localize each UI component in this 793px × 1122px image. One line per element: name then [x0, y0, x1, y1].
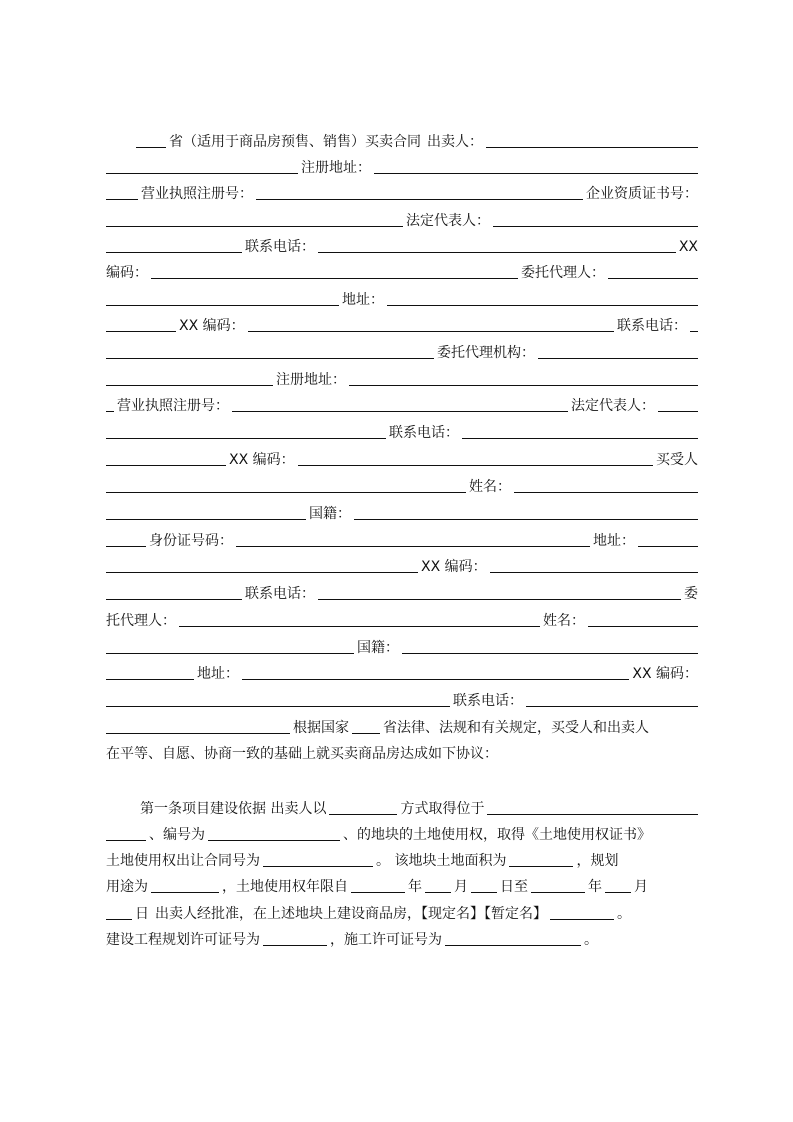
agency-legal-rep-blank-cont — [106, 438, 386, 439]
seller-postcode-agent-line — [106, 259, 698, 285]
contract-title: 省（适用于商品房预售、销售）买卖合同 — [169, 134, 421, 150]
seller-agent-blank-cont — [106, 305, 339, 306]
province-blank — [136, 147, 166, 148]
article1-planning-permit: 建设工程规划许可证号为 — [106, 932, 260, 948]
article1-year-1: 年 — [408, 879, 422, 895]
land-number-blank — [208, 840, 340, 841]
buyer-agent-name-blank-cont — [106, 653, 354, 654]
seller-registered-address-blank — [374, 173, 698, 174]
seller-agent-address-blank — [387, 305, 698, 306]
seller-phone-blank — [318, 252, 676, 253]
acquisition-way-blank — [329, 814, 397, 815]
agency-registered-address-blank — [349, 385, 698, 386]
agency-license-blank — [232, 411, 568, 412]
buyer-postcode-blank-cont — [106, 599, 242, 600]
seller-agent-label: 委托代理人： — [521, 265, 605, 281]
article1-contract-no: 土地使用权出让合同号为 — [106, 853, 260, 869]
article1-line-5 — [106, 900, 698, 926]
seller-agent-phone-label: 联系电话： — [617, 318, 687, 334]
construction-permit-blank — [445, 945, 581, 946]
land-location-blank-cont — [106, 840, 146, 841]
buyer-agent-label-b: 托代理人： — [106, 613, 176, 629]
seller-label: 出卖人： — [427, 134, 483, 150]
seller-registered-address-label: 注册地址： — [301, 160, 371, 176]
seller-registered-address-line — [106, 154, 698, 180]
article1-land-right: 、的地块的土地使用权，取得《土地使用权证书》 — [343, 827, 651, 843]
article1-line-2 — [106, 821, 698, 847]
seller-name-blank — [486, 147, 698, 148]
buyer-nationality-blank — [354, 519, 698, 520]
preamble-part1: 根据国家 — [293, 720, 349, 736]
buyer-phone-line — [106, 580, 698, 606]
buyer-nationality-line — [106, 500, 698, 526]
buyer-name-label: 姓名： — [469, 479, 511, 495]
agency-license-label: 营业执照注册号： — [117, 398, 229, 414]
end-year-blank — [531, 892, 585, 893]
buyer-postcode-blank — [490, 572, 698, 573]
buyer-agent-postcode-label: XX 编码： — [632, 666, 698, 682]
preamble-part2: 省法律、法规和有关规定，买受人和出卖人 — [383, 720, 649, 736]
seller-license-blank — [256, 199, 583, 200]
article1-year-2: 年 — [588, 879, 602, 895]
planning-permit-blank — [263, 945, 327, 946]
seller-agent-phone-blank — [690, 331, 698, 332]
end-month-blank — [605, 892, 631, 893]
start-month-blank — [425, 892, 451, 893]
buyer-postcode-line — [106, 553, 698, 579]
agency-phone-blank — [462, 438, 698, 439]
buyer-agent-phone-blank-cont — [106, 733, 290, 734]
usage-blank — [151, 892, 219, 893]
buyer-agent-line — [106, 607, 698, 633]
agency-license-line — [106, 392, 698, 418]
buyer-agent-blank — [179, 626, 540, 627]
article1-way: 方式取得位于 — [400, 801, 485, 817]
seller-agent-blank — [608, 278, 698, 279]
buyer-name-line — [106, 473, 698, 499]
article1-plan: ，规划 — [576, 853, 619, 869]
start-year-blank — [351, 892, 405, 893]
buyer-address-label: 地址： — [593, 533, 635, 549]
seller-agent-postcode-label: XX 编码： — [179, 318, 245, 334]
article1-approved: 出卖人经批准，在上述地块上建设商品房，【现定名】【暂定名】 — [155, 906, 547, 922]
article1-usage: 用途为 — [106, 879, 148, 895]
agency-phone-line — [106, 419, 698, 445]
seller-postcode-xx: XX — [678, 239, 698, 255]
agency-address-blank-cont — [106, 411, 114, 412]
seller-license-line — [106, 180, 698, 206]
buyer-nationality-label: 国籍： — [309, 506, 351, 522]
project-name-blank — [550, 919, 614, 920]
preamble-province-blank — [352, 733, 380, 734]
agency-registered-address-label: 注册地址： — [276, 372, 346, 388]
seller-qualification-blank — [106, 226, 403, 227]
buyer-name-blank-cont — [106, 519, 306, 520]
buyer-postcode-label: XX 编码： — [421, 559, 487, 575]
seller-agency-blank-cont — [106, 385, 273, 386]
preamble-line-1 — [106, 714, 698, 740]
buyer-agent-label-a: 委 — [684, 586, 698, 602]
seller-agent-phone-blank-cont — [106, 358, 434, 359]
buyer-phone-label: 联系电话： — [245, 586, 315, 602]
buyer-agent-address-label: 地址： — [197, 666, 239, 682]
buyer-agent-name-label: 姓名： — [543, 613, 585, 629]
seller-qualification-label: 企业资质证书号： — [586, 186, 698, 202]
contract-no-blank — [263, 866, 373, 867]
article1-construction-permit: ，施工许可证号为 — [330, 932, 442, 948]
seller-agent-address-line — [106, 286, 698, 312]
agency-legal-rep-blank — [658, 411, 698, 412]
buyer-agent-name-blank — [588, 626, 698, 627]
buyer-agent-phone-line — [106, 687, 698, 713]
article1-line-6 — [106, 926, 698, 952]
buyer-label: 买受人 — [656, 452, 698, 468]
preamble-line2: 在平等、自愿、协商一致的基础上就买卖商品房达成如下协议： — [106, 746, 498, 762]
buyer-agent-nationality-blank-cont — [106, 679, 194, 680]
buyer-blank — [106, 492, 466, 493]
seller-agency-label: 委托代理机构： — [437, 345, 535, 361]
buyer-agent-phone-blank — [526, 706, 698, 707]
article1-day: 日 — [135, 906, 149, 922]
buyer-name-blank — [514, 492, 698, 493]
agency-postcode-line — [106, 446, 698, 472]
article1-number-is: 、编号为 — [149, 827, 205, 843]
seller-agent-postcode-line — [106, 312, 698, 338]
article1-line-3 — [106, 847, 698, 873]
buyer-agent-address-blank — [242, 679, 629, 680]
seller-postcode-label: 编码： — [106, 265, 148, 281]
buyer-agent-nationality-label: 国籍： — [357, 640, 399, 656]
buyer-nationality-blank-cont — [106, 546, 146, 547]
buyer-address-blank — [638, 546, 698, 547]
article1-heading: 第一条项目建设依据 出卖人以 — [140, 801, 327, 817]
buyer-agent-phone-label: 联系电话： — [453, 693, 523, 709]
agency-phone-blank-cont — [106, 465, 226, 466]
buyer-address-blank-cont — [106, 572, 418, 573]
buyer-agent-nationality-blank — [402, 653, 698, 654]
land-location-blank — [487, 814, 698, 815]
seller-legal-rep-line — [106, 207, 698, 233]
article1-month-2: 月 — [634, 879, 648, 895]
article1-day-to: 日至 — [500, 879, 528, 895]
article1-period: 。 — [617, 906, 631, 922]
seller-name-blank-cont — [106, 173, 298, 174]
seller-agent-postcode-blank — [248, 331, 614, 332]
buyer-agent-postcode-blank — [106, 706, 450, 707]
article1-period-2: 。 — [584, 932, 598, 948]
buyer-phone-blank — [318, 599, 681, 600]
article1-line-1 — [106, 795, 698, 821]
agency-postcode-label: XX 编码： — [229, 452, 295, 468]
start-day-blank — [471, 892, 497, 893]
agency-postcode-blank — [298, 465, 653, 466]
buyer-agent-nationality-line — [106, 634, 698, 660]
seller-phone-label: 联系电话： — [245, 239, 315, 255]
seller-legal-rep-label: 法定代表人： — [406, 213, 490, 229]
preamble-line-2 — [106, 740, 698, 766]
seller-address-blank-cont — [106, 199, 138, 200]
buyer-agent-address-line — [106, 660, 698, 686]
article1-line-4 — [106, 873, 698, 899]
buyer-id-line — [106, 527, 698, 553]
land-area-blank — [509, 866, 573, 867]
buyer-id-label: 身份证号码： — [149, 533, 233, 549]
agency-registered-address-line — [106, 366, 698, 392]
seller-postcode-blank — [151, 278, 518, 279]
seller-agency-blank — [538, 358, 698, 359]
seller-legal-rep-blank-cont — [106, 252, 242, 253]
end-day-blank — [106, 919, 132, 920]
buyer-id-blank — [236, 546, 590, 547]
article1-area: 。 该地块土地面积为 — [376, 853, 507, 869]
agency-legal-rep-label: 法定代表人： — [571, 398, 655, 414]
agency-phone-label: 联系电话： — [389, 425, 459, 441]
article1-term: ，土地使用权年限自 — [222, 879, 348, 895]
seller-agency-line — [106, 339, 698, 365]
seller-agent-address-blank-cont — [106, 331, 176, 332]
article1-month-1: 月 — [454, 879, 468, 895]
seller-license-label: 营业执照注册号： — [141, 186, 253, 202]
seller-phone-line — [106, 233, 698, 259]
seller-agent-address-label: 地址： — [342, 292, 384, 308]
seller-legal-rep-blank — [493, 226, 698, 227]
contract-title-line — [106, 128, 698, 154]
